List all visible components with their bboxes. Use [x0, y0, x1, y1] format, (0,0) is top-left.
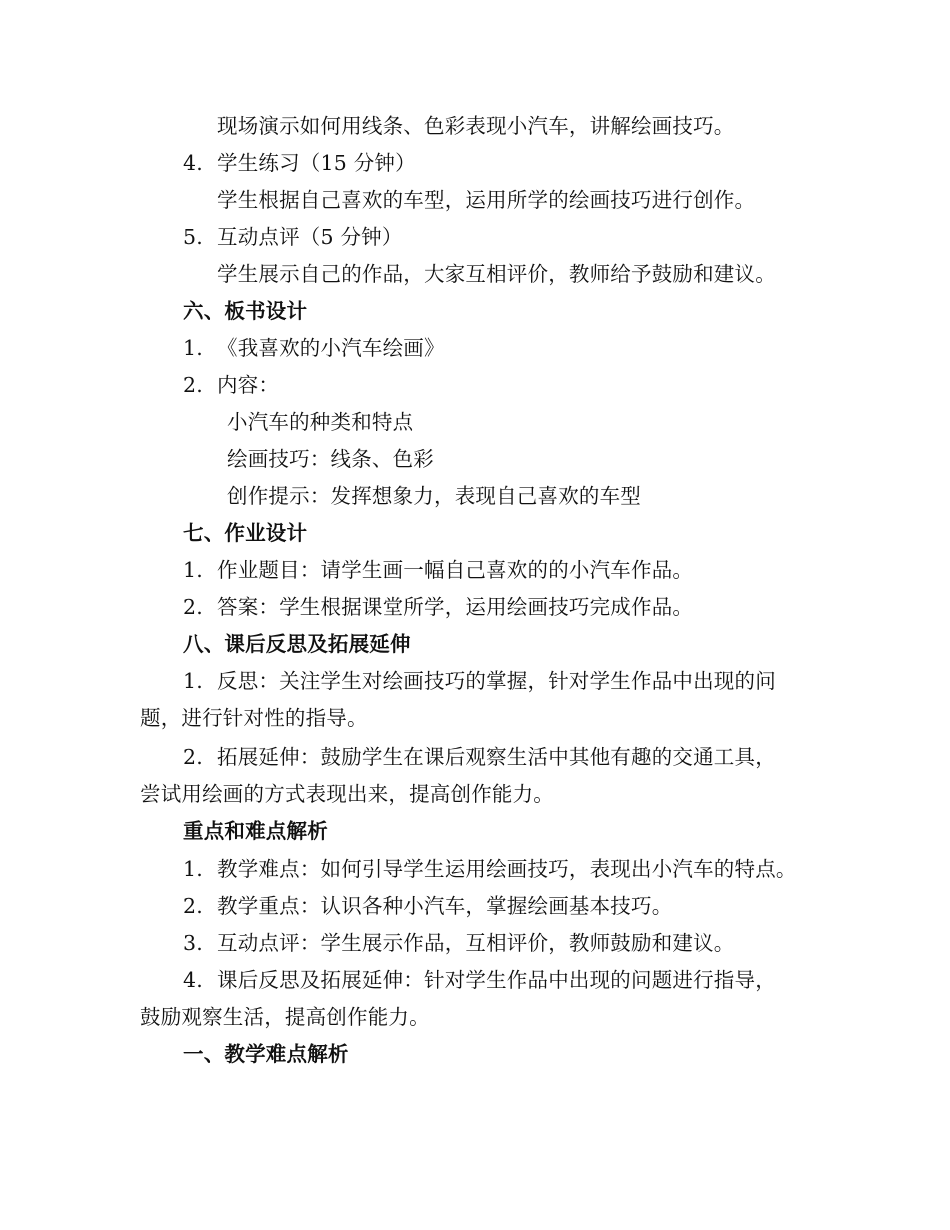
- line-text: 绘画技巧：线条、色彩: [227, 447, 434, 471]
- section-heading: [183, 521, 307, 545]
- line-text: 鼓励观察生活，提高创作能力。: [140, 1005, 430, 1029]
- item-number: 3.: [183, 931, 203, 955]
- numbered-item: [183, 373, 279, 397]
- line-text: 现场演示如何用线条、色彩表现小汽车，讲解绘画技巧。: [217, 114, 735, 138]
- line-text: 答案：学生根据课堂所学，运用绘画技巧完成作品。: [217, 595, 694, 619]
- item-number: 1.: [183, 669, 203, 693]
- line-text: 课后反思及拓展延伸：针对学生作品中出现的问题进行指导，: [217, 968, 776, 992]
- heading-text: 八、课后反思及拓展延伸: [183, 632, 411, 656]
- line-text: 小汽车的种类和特点: [227, 410, 414, 434]
- item-number: 2.: [183, 595, 203, 619]
- numbered-item: [183, 225, 403, 249]
- numbered-item: [183, 894, 672, 918]
- line-text: 学生练习（15 分钟）: [217, 151, 416, 175]
- heading-text: 一、教学难点解析: [183, 1042, 349, 1066]
- section-heading: [183, 1042, 349, 1066]
- line-text: 《我喜欢的小汽车绘画》: [217, 336, 445, 360]
- section-heading: [183, 819, 328, 843]
- numbered-item: [183, 669, 776, 693]
- numbered-item: [183, 336, 445, 360]
- line-text: 拓展延伸：鼓励学生在课后观察生活中其他有趣的交通工具，: [217, 745, 776, 769]
- heading-text: 七、作业设计: [183, 521, 308, 545]
- line-text: 内容：: [217, 373, 280, 397]
- line-text: 反思：关注学生对绘画技巧的掌握，针对学生作品中出现的问: [217, 669, 776, 693]
- section-heading: [183, 632, 411, 656]
- numbered-item: [183, 558, 693, 582]
- item-number: 4.: [183, 968, 203, 992]
- item-number: 1.: [183, 558, 203, 582]
- line-text: 互动点评：学生展示作品，互相评价，教师鼓励和建议。: [217, 931, 735, 955]
- item-number: 2.: [183, 894, 203, 918]
- numbered-item: [183, 968, 776, 992]
- paragraph-line: [140, 782, 554, 806]
- paragraph-line: [227, 410, 413, 434]
- paragraph-line: [140, 1005, 430, 1029]
- line-text: 互动点评（5 分钟）: [217, 225, 403, 249]
- line-text: 学生展示自己的作品，大家互相评价，教师给予鼓励和建议。: [217, 262, 776, 286]
- item-number: 4.: [183, 151, 203, 175]
- line-text: 尝试用绘画的方式表现出来，提高创作能力。: [140, 782, 554, 806]
- item-number: 1.: [183, 336, 203, 360]
- section-heading: [183, 299, 307, 323]
- line-text: 学生根据自己喜欢的车型，运用所学的绘画技巧进行创作。: [217, 188, 756, 212]
- item-number: 1.: [183, 857, 203, 881]
- line-text: 作业题目：请学生画一幅自己喜欢的的小汽车作品。: [217, 558, 694, 582]
- item-number: 2.: [183, 745, 203, 769]
- numbered-item: [183, 745, 776, 769]
- item-number: 2.: [183, 373, 203, 397]
- heading-text: 六、板书设计: [183, 299, 308, 323]
- paragraph-line: [217, 114, 735, 138]
- line-text: 教学重点：认识各种小汽车，掌握绘画基本技巧。: [217, 894, 673, 918]
- item-number: 5.: [183, 225, 203, 249]
- line-text: 创作提示：发挥想象力，表现自己喜欢的车型: [227, 484, 641, 508]
- line-text: 教学难点：如何引导学生运用绘画技巧，表现出小汽车的特点。: [217, 857, 797, 881]
- heading-text: 重点和难点解析: [183, 819, 328, 843]
- numbered-item: [183, 857, 797, 881]
- paragraph-line: [227, 447, 434, 471]
- numbered-item: [183, 931, 735, 955]
- numbered-item: [183, 151, 416, 175]
- paragraph-line: [217, 188, 755, 212]
- line-text: 题，进行针对性的指导。: [140, 706, 368, 730]
- numbered-item: [183, 595, 693, 619]
- paragraph-line: [217, 262, 776, 286]
- paragraph-line: [140, 706, 368, 730]
- paragraph-line: [227, 484, 641, 508]
